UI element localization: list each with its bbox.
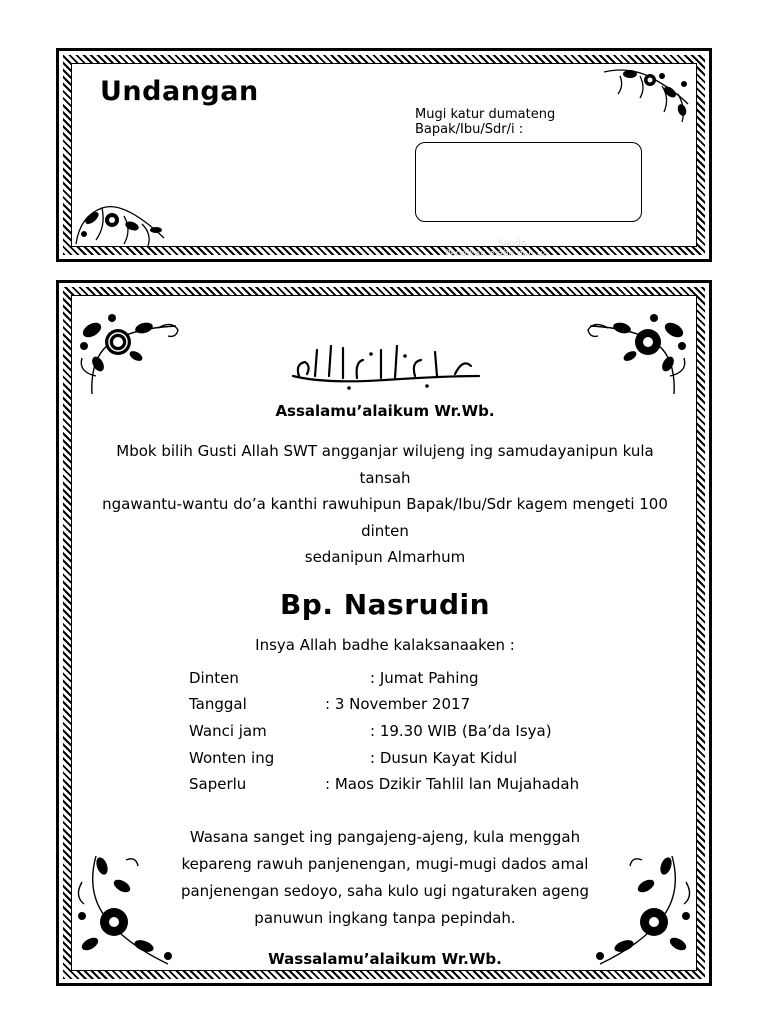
floral-corner-icon [72, 306, 182, 398]
addressee-box[interactable] [415, 142, 642, 222]
addressee-label [415, 107, 555, 137]
detail-row [189, 775, 579, 793]
paragraph-line: dinten [361, 521, 409, 540]
closing-line: Wasana sanget ing pangajeng-ajeng, kula menggah [189, 828, 581, 846]
addressee-line-2: Bapak/Ibu/Sdr/i : [415, 122, 524, 137]
detail-value: : Dusun Kayat Kidul [370, 749, 518, 767]
paragraph-line: Mbok bilih Gusti Allah SWT angganjar wilujeng ing samudayanipun kula [116, 442, 654, 460]
closing-line: panjenengan sedoyo, saha kulo ugi ngaturaken ageng [180, 882, 590, 900]
detail-label: Dinten [189, 669, 239, 687]
faint-text-1: Saudn [498, 239, 527, 249]
deceased-name: Bp. Nasrudin [279, 588, 491, 621]
faint-text-2: Pendikan maha dan ua [445, 249, 549, 259]
closing-line: panuwun ingkang tanpa pepindah. [254, 909, 516, 927]
greeting: Assalamu’alaikum Wr.Wb. [275, 402, 495, 420]
detail-value: : Jumat Pahing [370, 669, 479, 687]
detail-value: : Maos Dzikir Tahlil lan Mujahadah [325, 775, 580, 793]
addressee-line-1: Mugi katur dumateng [415, 107, 556, 122]
floral-corner-icon [584, 306, 694, 398]
farewell: Wassalamu’alaikum Wr.Wb. [268, 950, 502, 968]
detail-row [189, 749, 517, 767]
basmalah-calligraphy-icon [285, 336, 485, 392]
basmalah-text: بسم الله الرحمن الرحيم [379, 390, 391, 391]
detail-label: Wanci jam [189, 722, 267, 740]
detail-row [189, 722, 552, 740]
detail-value: : 3 November 2017 [325, 695, 471, 713]
intro-paragraph [60, 438, 710, 571]
paragraph-line: tansah [359, 468, 411, 487]
detail-label: Wonten ing [189, 749, 275, 767]
detail-label: Tanggal [189, 695, 247, 713]
event-intro: Insya Allah badhe kalaksanaaken : [255, 636, 515, 654]
closing-line: kepareng rawuh panjenengan, mugi-mugi dados amal [181, 855, 589, 873]
detail-row [189, 695, 470, 713]
detail-label: Saperlu [189, 775, 247, 793]
paragraph-line: ngawantu-wantu do’a kanthi rawuhipun Bapak/Ibu/Sdr kagem mengeti 100 [102, 495, 668, 513]
closing-paragraph [60, 824, 710, 932]
detail-row [189, 669, 478, 687]
detail-value: : 19.30 WIB (Ba’da Isya) [370, 722, 552, 740]
floral-corner-icon [72, 186, 168, 248]
envelope-title: Undangan [100, 76, 259, 107]
paragraph-line: sedanipun Almarhum [304, 548, 466, 566]
floral-corner-icon [600, 64, 692, 126]
